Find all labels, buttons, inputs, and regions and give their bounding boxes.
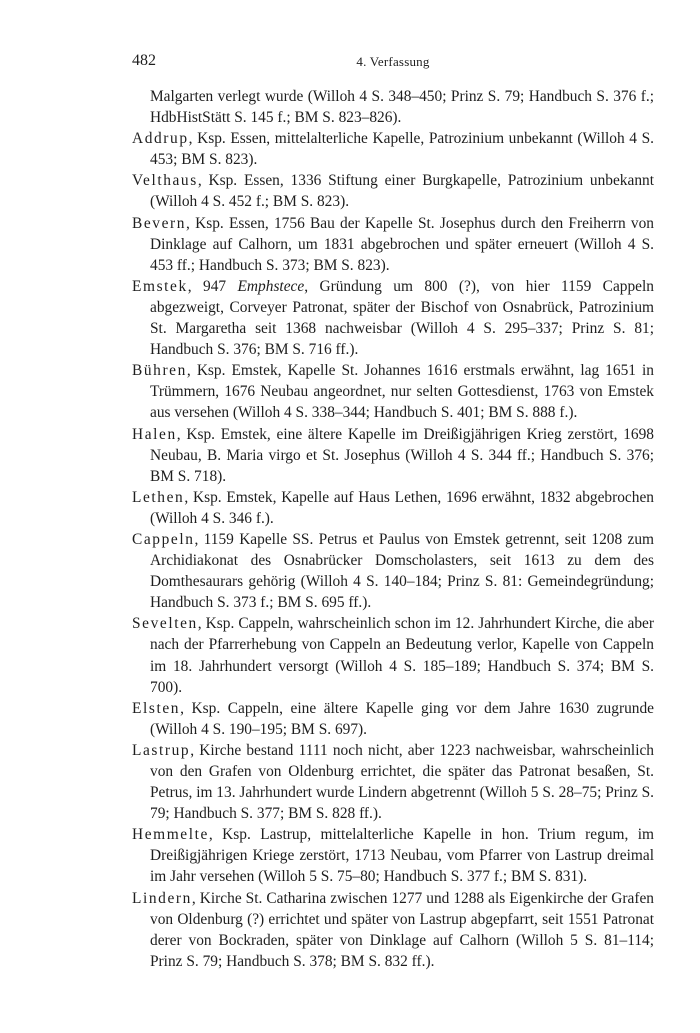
place-name: Elsten (132, 699, 181, 717)
place-name: Lethen (132, 488, 185, 506)
place-name: Hemmelte (132, 826, 209, 844)
entry-text: , Kirche bestand 1111 noch nicht, aber 1223 nachweisbar, wahrscheinlich von den Grafen von Oldenburg errichtet, die später das Patronat besaßen, St. Petrus, im 13. Jahrhundert wurde Lindern abgetrennt (Willoh 5 S. 28–75; Prinz S. 79; Handbuch S. 377; BM S. 828 ff.). (150, 741, 654, 823)
entry-text: , Ksp. Essen, mittelalterliche Kapelle, Patrozinium unbekannt (Willoh 4 S. 453; BM S. 823). (150, 130, 654, 169)
entry-text: , Ksp. Essen, 1756 Bau der Kapelle St. Josephus durch den Freiherrn von Dinklage auf Calhorn, um 1831 abgebrochen und später erneuert (Willoh 4 S. 453 ff.; Handbuch S. 373; BM S. 823). (150, 214, 654, 274)
place-name: Cappeln (132, 530, 195, 548)
place-name: Bevern (132, 214, 187, 232)
entry-text: , Ksp. Essen, 1336 Stiftung einer Burgkapelle, Patrozinium unbekannt (Willoh 4 S. 452 f.; BM S. 823). (150, 172, 654, 211)
entry-lethen (132, 487, 654, 529)
place-name: Velthaus (132, 172, 198, 190)
entry-text: , Kirche St. Catharina zwischen 1277 und 1288 als Eigenkirche der Grafen von Oldenburg (?) errichtet und später von Lastrup abgepfarrt, seit 1551 Patronat derer von Bockraden, später von Dinklage auf Calhorn (Willoh 5 S. 81–114; Prinz S. 79; Handbuch S. 378; BM S. 832 ff.). (150, 889, 654, 970)
place-name: Bühren (132, 362, 187, 380)
entry-text: , Ksp. Emstek, Kapelle auf Haus Lethen, 1696 erwähnt, 1832 abgebrochen (Willoh 4 S. 346 f.). (150, 488, 654, 527)
place-name: Sevelten (132, 615, 198, 633)
entry-velthaus (132, 170, 654, 212)
entry-hemmelte (132, 824, 654, 887)
entry-halen (132, 424, 654, 487)
entry-text: , 1159 Kapelle SS. Petrus et Paulus von Emstek getrennt, seit 1208 zum Archidiakonat des Osnabrücker Domscholasters, seit 1613 zu dem des Domthesaurars gehörig (Willoh 4 S. 140–184; Prinz S. 81: Gemeindegründung; Handbuch S. 373 f.; BM S. 695 ff.). (150, 530, 654, 612)
entry-bevern (132, 213, 654, 276)
place-name: Addrup (132, 130, 189, 148)
entry-addrup (132, 128, 654, 170)
entry-lastrup (132, 740, 654, 824)
entry-text: , Ksp. Cappeln, eine ältere Kapelle ging vor dem Jahre 1630 zugrunde (Willoh 4 S. 190–195; BM S. 697). (150, 699, 654, 738)
entry-text: Malgarten verlegt wurde (Willoh 4 S. 348–450; Prinz S. 79; Handbuch S. 376 f.; HdbHistStätt S. 145 f.; BM S. 823–826). (150, 88, 654, 127)
entry-elsten (132, 698, 654, 740)
entry-emstek (132, 276, 654, 360)
entry-text: , Ksp. Emstek, Kapelle St. Johannes 1616 erstmals erwähnt, lag 1651 in Trümmern, 1676 Neubau angeordnet, nur selten Gottesdienst, 1763 von Emstek aus versehen (Willoh 4 S. 338–344; Handbuch S. 401; BM S. 888 f.). (150, 362, 654, 422)
place-name: Lastrup (132, 741, 191, 759)
entry-text: , Ksp. Lastrup, mittelalterliche Kapelle in hon. Trium regum, im Dreißigjährigen Kriege zerstört, 1713 Neubau, vom Pfarrer von Lastrup dreimal im Jahr versehen (Willoh 5 S. 75–80; Handbuch S. 377 f.; BM S. 831). (150, 826, 654, 886)
entry-text: , Ksp. Cappeln, wahrscheinlich schon im 12. Jahrhundert Kirche, die aber nach der Pfarrerhebung von Cappeln an Bedeutung verlor, Kapelle von Cappeln im 18. Jahrhundert versorgt (Willoh 4 S. 185–189; Handbuch S. 374; BM S. 700). (150, 615, 654, 696)
entry-cappeln (132, 529, 654, 613)
page-number: 482 (132, 52, 156, 69)
entry-continuation (132, 86, 654, 128)
entry-buehren (132, 360, 654, 423)
entry-lindern (132, 888, 654, 972)
entry-sevelten (132, 613, 654, 697)
place-name: Lindern (132, 889, 192, 907)
entry-text: , Ksp. Emstek, eine ältere Kapelle im Dreißigjährigen Krieg zerstört, 1698 Neubau, B. Maria virgo et St. Josephus (Willoh 4 S. 344 ff.; Handbuch S. 376; BM S. 718). (150, 425, 654, 485)
running-head: 4. Verfassung (356, 54, 430, 69)
place-name: Emstek (132, 277, 188, 295)
entry-list (132, 86, 654, 972)
historic-name: Emphstece (237, 277, 305, 295)
place-name: Halen (132, 425, 177, 443)
entry-pre: , 947 (187, 277, 238, 295)
entry-text: , Gründung um 800 (?), von hier 1159 Cappeln abgezweigt, Corveyer Patronat, später der Bischof von Osnabrück, Patrozinium St. Margaretha seit 1368 nachweisbar (Willoh 4 S. 295–337; Prinz S. 81; Handbuch S. 376; BM S. 716 ff.). (150, 277, 654, 359)
page-header (132, 52, 654, 74)
